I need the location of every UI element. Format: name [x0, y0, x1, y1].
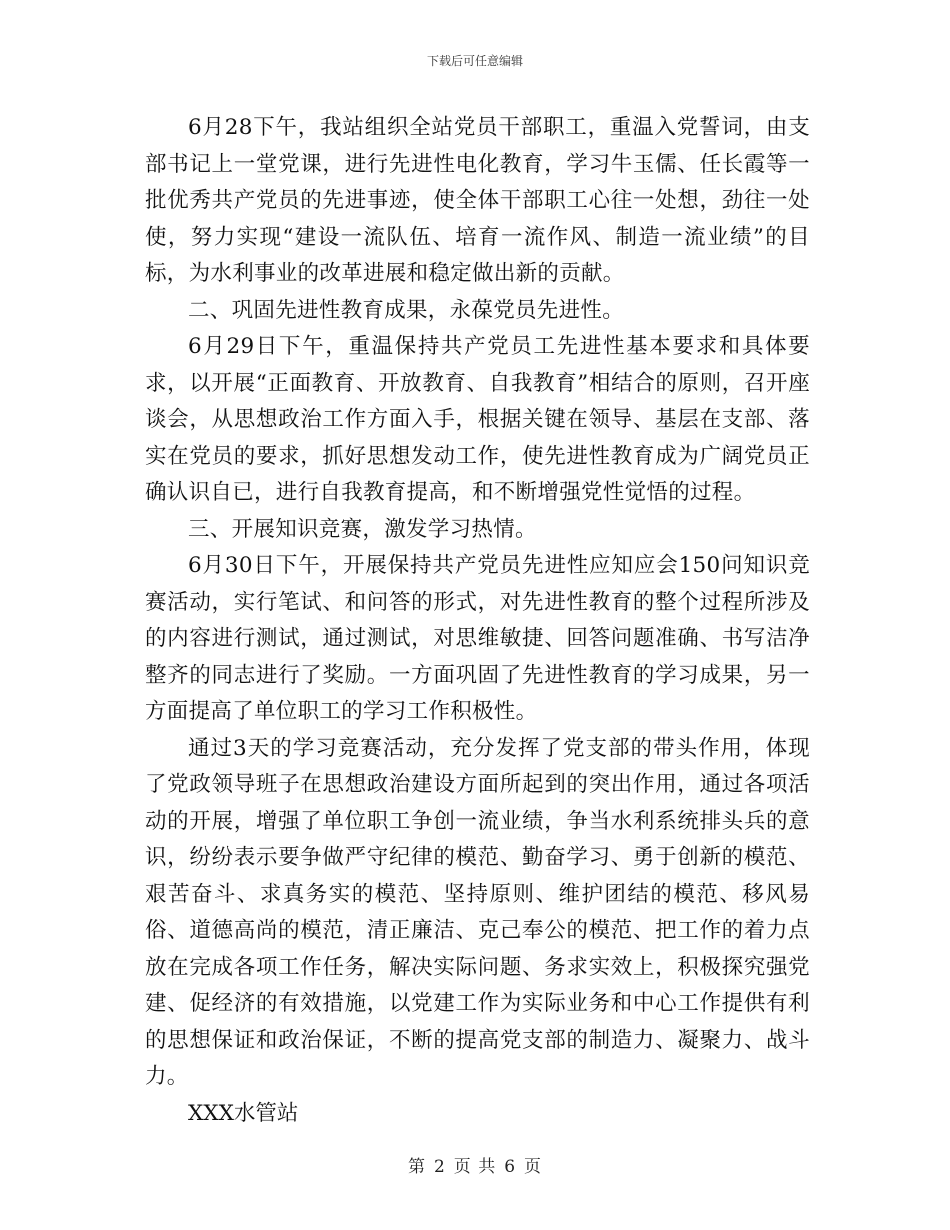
- footer-middle: 页 共: [453, 1157, 497, 1177]
- footer-prefix: 第: [407, 1157, 426, 1177]
- footer-suffix: 页: [524, 1157, 543, 1177]
- section-heading-3: 三、开展知识竞赛，激发学习热情。: [188, 516, 537, 542]
- section-heading-2: 二、巩固先进性教育成果，永葆党员先进性。: [188, 297, 625, 323]
- page-footer: [0, 1152, 950, 1177]
- paragraph-3: 6月30日下午，开展保持共产党员先进性应知应会150问知识竞赛活动，实行笔试、和问答的形式，对先进性教育的整个过程所涉及的内容进行测试，通过测试，对思维敏捷、回答问题准确、书写洁净整齐的同志进行了奖励。一方面巩固了先进性教育的学习成果，另一方面提高了单位职工的学习工作积极性。: [145, 553, 810, 724]
- paragraph-summary: 通过3天的学习竞赛活动，充分发挥了党支部的带头作用，体现了党政领导班子在思想政治建设方面所起到的突出作用，通过各项活动的开展，增强了单位职工争创一流业绩，争当水利系统排头兵的意识，纷纷表示要争做严守纪律的模范、勤奋学习、勇于创新的模范、艰苦奋斗、求真务实的模范、坚持原则、维护团结的模范、移风易俗、道德高尚的模范，清正廉洁、克己奉公的模范、把工作的着力点放在完成各项工作任务，解决实际问题、务求实效上，积极探究强党建、促经济的有效措施，以党建工作为实际业务和中心工作提供有利的思想保证和政治保证，不断的提高党支部的制造力、凝聚力、战斗力。: [145, 735, 810, 1089]
- page-header: 下载后可任意编辑: [426, 54, 523, 68]
- signature: XXX水管站: [188, 1100, 299, 1126]
- total-pages-number: 6: [504, 1157, 517, 1177]
- paragraph-2: 6月29日下午，重温保持共产党员工先进性基本要求和具体要求，以开展“正面教育、开放教育、自我教育”相结合的原则，召开座谈会，从思想政治工作方面入手，根据关键在领导、基层在支部、落实在党员的要求，抓好思想发动工作，使先进性教育成为广阔党员正确认识自已，进行自我教育提高，和不断增强党性觉悟的过程。: [145, 334, 810, 505]
- current-page-number: 2: [433, 1157, 446, 1177]
- paragraph-1: 6月28下午，我站组织全站党员干部职工，重温入党誓词，由支部书记上一堂党课，进行先进性电化教育，学习牛玉儒、任长霞等一批优秀共产党员的先进事迹，使全体干部职工心往一处想，劲往一处使，努力实现“建设一流队伍、培育一流作风、制造一流业绩”的目标，为水利事业的改革进展和稳定做出新的贡献。: [145, 115, 810, 286]
- document-body: [145, 110, 810, 1132]
